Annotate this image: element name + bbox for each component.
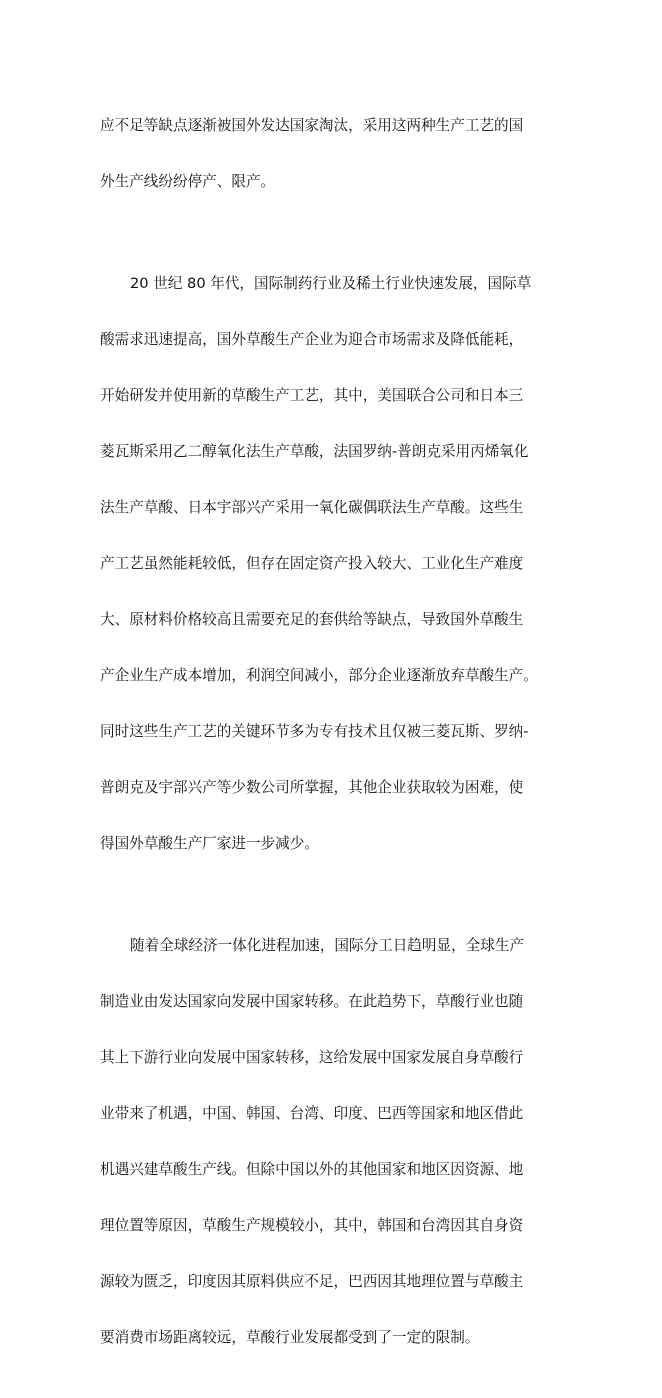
paragraph-3-line-1-text: 随着全球经济一体化进程加速，国际分工日趋明显，全球生产 [130,937,525,954]
paragraph-3-line-8: 要消费市场距离较远，草酸行业发展都受到了一定的限制。 [100,1329,480,1346]
paragraph-3-line-3: 其上下游行业向发展中国家转移，这给发展中国家发展自身草酸行 [100,1049,524,1066]
paragraph-2-line-2: 酸需求迅速提高，国外草酸生产企业为迎合市场需求及降低能耗， [100,331,524,348]
paragraph-2-line-1-text: 20 世纪 80 年代，国际制药行业及稀土行业快速发展，国际草 [130,275,532,292]
paragraph-2-line-5: 法生产草酸、日本宇部兴产采用一氧化碳偶联法生产草酸。这些生 [100,499,524,516]
paragraph-2-line-1 [100,270,562,298]
document-body [100,84,562,1398]
paragraph-3-line-4: 业带来了机遇，中国、韩国、台湾、印度、巴西等国家和地区借此 [100,1105,524,1122]
paragraph-2-line-9: 同时这些生产工艺的关键环节多为专有技术且仅被三菱瓦斯、罗纳- [100,723,529,740]
paragraph-2-line-3: 开始研发并使用新的草酸生产工艺，其中，美国联合公司和日本三 [100,387,524,404]
paragraph-2-line-11: 得国外草酸生产厂家进一步减少。 [100,835,319,852]
paragraph-3-line-5: 机遇兴建草酸生产线。但除中国以外的其他国家和地区因资源、地 [100,1161,524,1178]
paragraph-3-line-1 [100,932,562,960]
paragraph-1 [100,84,562,224]
paragraph-2-line-8: 产企业生产成本增加，利润空间减小，部分企业逐渐放弃草酸生产。 [100,667,538,684]
paragraph-3 [100,904,562,1380]
paragraph-1-line-1: 应不足等缺点逐渐被国外发达国家淘汰，采用这两种生产工艺的国 [100,117,524,134]
paragraph-2-line-7: 大、原材料价格较高且需要充足的套供给等缺点，导致国外草酸生 [100,611,524,628]
paragraph-3-line-7: 源较为匮乏，印度因其原料供应不足，巴西因其地理位置与草酸主 [100,1273,524,1290]
paragraph-2 [100,242,562,886]
paragraph-3-line-6: 理位置等原因，草酸生产规模较小，其中，韩国和台湾因其自身资 [100,1217,524,1234]
paragraph-3-line-2: 制造业由发达国家向发展中国家转移。在此趋势下，草酸行业也随 [100,993,524,1010]
paragraph-2-line-6: 产工艺虽然能耗较低，但存在固定资产投入较大、工业化生产难度 [100,555,524,572]
paragraph-1-line-2: 外生产线纷纷停产、限产。 [100,173,276,190]
paragraph-2-line-10: 普朗克及宇部兴产等少数公司所掌握，其他企业获取较为困难，使 [100,779,524,796]
paragraph-2-line-4: 菱瓦斯采用乙二醇氧化法生产草酸，法国罗纳-普朗克采用丙烯氧化 [100,443,529,460]
